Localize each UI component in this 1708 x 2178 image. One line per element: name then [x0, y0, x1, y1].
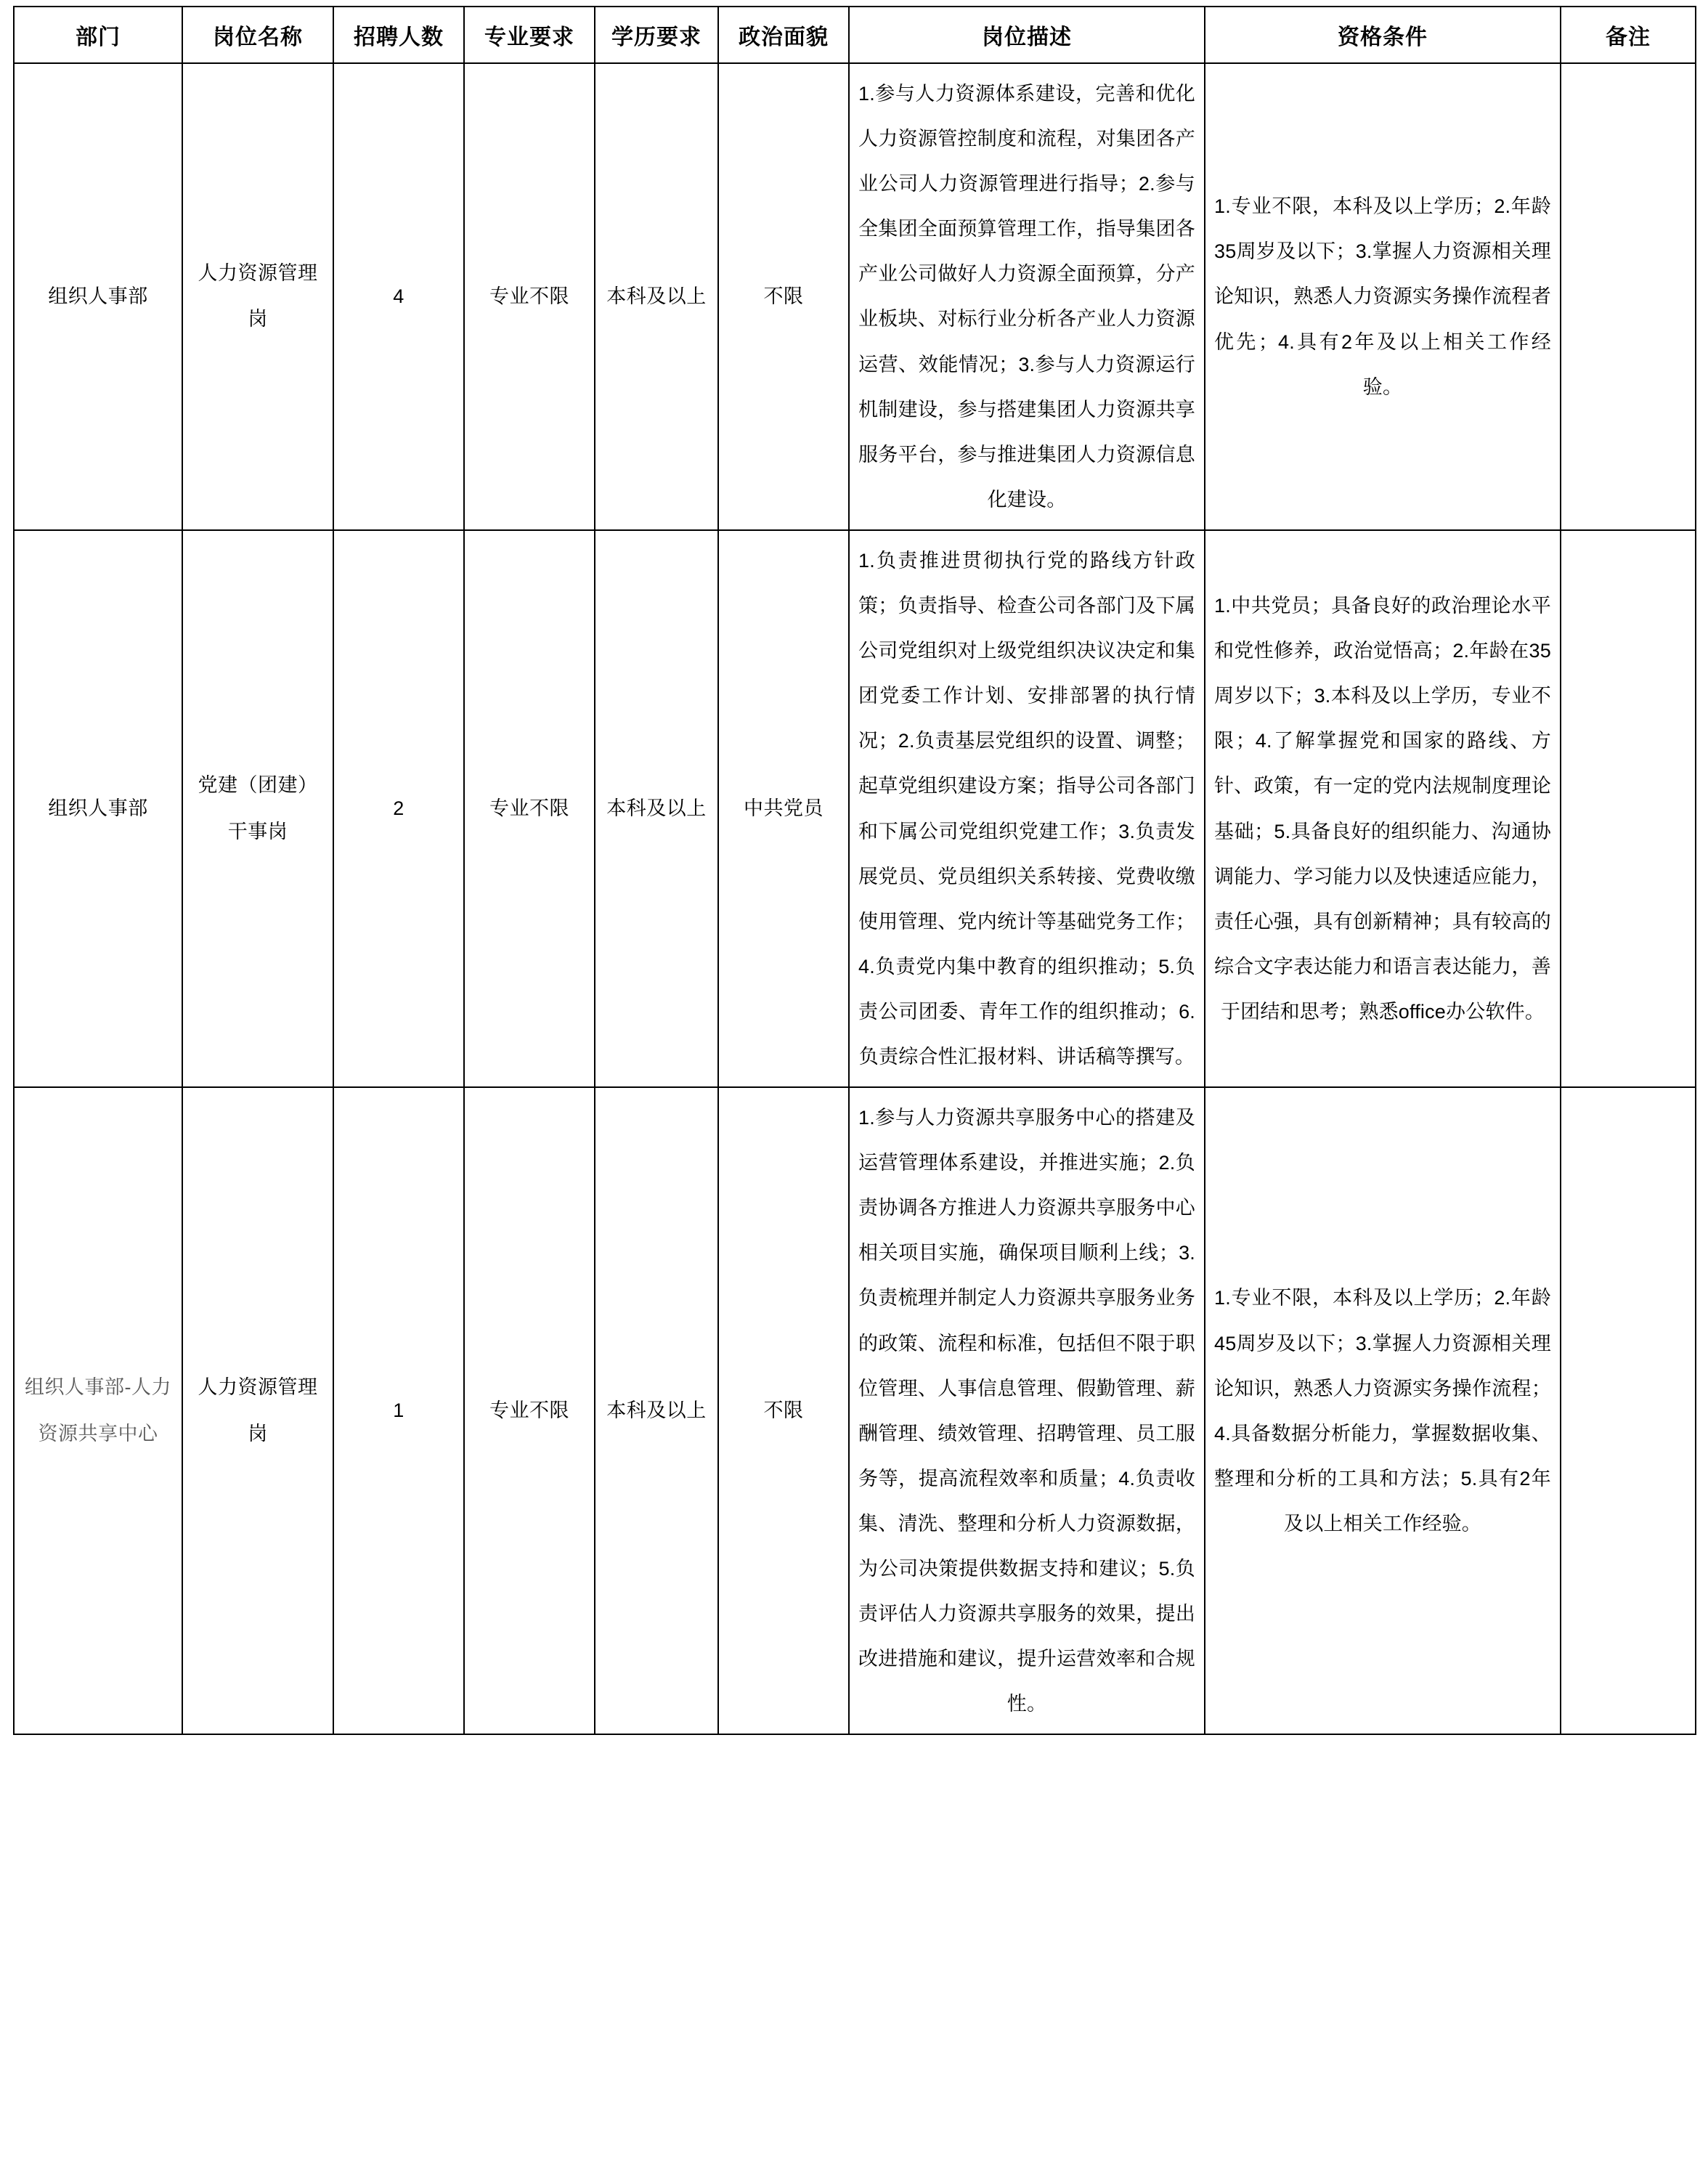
- qualifications-text: 1.专业不限，本科及以上学历；2.年龄45周岁及以下；3.掌握人力资源相关理论知识，熟悉人力资源实务操作流程；4.具备数据分析能力，掌握数据收集、整理和分析的工具和方法；5.具有2年及以上相关工作经验。: [1214, 1287, 1551, 1535]
- cell-job-description: [849, 1087, 1205, 1734]
- column-header-department: 部门: [14, 7, 182, 63]
- cell-education: 本科及以上: [595, 63, 718, 530]
- cell-headcount: 4: [333, 63, 464, 530]
- cell-education: 本科及以上: [595, 530, 718, 1087]
- cell-education: 本科及以上: [595, 1087, 718, 1734]
- cell-political-status: 不限: [718, 63, 849, 530]
- cell-qualifications: [1205, 63, 1561, 530]
- cell-major-requirement: 专业不限: [464, 63, 595, 530]
- cell-political-status: 不限: [718, 1087, 849, 1734]
- cell-major-requirement: 专业不限: [464, 1087, 595, 1734]
- cell-qualifications: [1205, 530, 1561, 1087]
- table-row: [14, 1087, 1696, 1734]
- cell-position-name: 人力资源管理岗: [182, 63, 333, 530]
- column-header-qualifications: 资格条件: [1205, 7, 1561, 63]
- column-header-education: 学历要求: [595, 7, 718, 63]
- cell-headcount: 2: [333, 530, 464, 1087]
- cell-department: 组织人事部-人力资源共享中心: [14, 1087, 182, 1734]
- qualifications-text: 1.专业不限，本科及以上学历；2.年龄35周岁及以下；3.掌握人力资源相关理论知识，熟悉人力资源实务操作流程者优先；4.具有2年及以上相关工作经验。: [1214, 195, 1551, 398]
- recruitment-table: [13, 6, 1696, 1735]
- cell-job-description: [849, 63, 1205, 530]
- cell-remark: [1561, 1087, 1696, 1734]
- job-description-text: 1.负责推进贯彻执行党的路线方针政策；负责指导、检查公司各部门及下属公司党组织对上级党组织决议决定和集团党委工作计划、安排部署的执行情况；2.负责基层党组织的设置、调整；起草党组织建设方案；指导公司各部门和下属公司党组织党建工作；3.负责发展党员、党员组织关系转接、党费收缴使用管理、党内统计等基础党务工作；4.负责党内集中教育的组织推动；5.负责公司团委、青年工作的组织推动；6.负责综合性汇报材料、讲话稿等撰写。: [858, 549, 1195, 1068]
- table-row: [14, 63, 1696, 530]
- cell-qualifications: [1205, 1087, 1561, 1734]
- job-description-text: 1.参与人力资源共享服务中心的搭建及运营管理体系建设，并推进实施；2.负责协调各方推进人力资源共享服务中心相关项目实施，确保项目顺利上线；3.负责梳理并制定人力资源共享服务业务的政策、流程和标准，包括但不限于职位管理、人事信息管理、假勤管理、薪酬管理、绩效管理、招聘管理、员工服务等，提高流程效率和质量；4.负责收集、清洗、整理和分析人力资源数据，为公司决策提供数据支持和建议；5.负责评估人力资源共享服务的效果，提出改进措施和建议，提升运营效率和合规性。: [858, 1107, 1195, 1715]
- qualifications-text: 1.中共党员；具备良好的政治理论水平和党性修养，政治觉悟高；2.年龄在35周岁以下；3.本科及以上学历，专业不限；4.了解掌握党和国家的路线、方针、政策，有一定的党内法规制度理论基础；5.具备良好的组织能力、沟通协调能力、学习能力以及快速适应能力，责任心强，具有创新精神；具有较高的综合文字表达能力和语言表达能力，善于团结和思考；熟悉office办公软件。: [1214, 595, 1551, 1023]
- cell-department: 组织人事部: [14, 530, 182, 1087]
- cell-major-requirement: 专业不限: [464, 530, 595, 1087]
- cell-position-name: 人力资源管理岗: [182, 1087, 333, 1734]
- table-header: [14, 7, 1696, 63]
- header-row: [14, 7, 1696, 63]
- cell-position-name: 党建（团建）干事岗: [182, 530, 333, 1087]
- cell-remark: [1561, 63, 1696, 530]
- column-header-remark: 备注: [1561, 7, 1696, 63]
- column-header-political-status: 政治面貌: [718, 7, 849, 63]
- column-header-position-name: 岗位名称: [182, 7, 333, 63]
- cell-political-status: 中共党员: [718, 530, 849, 1087]
- table-body: [14, 63, 1696, 1734]
- column-header-job-description: 岗位描述: [849, 7, 1205, 63]
- cell-headcount: 1: [333, 1087, 464, 1734]
- cell-department: 组织人事部: [14, 63, 182, 530]
- cell-job-description: [849, 530, 1205, 1087]
- table-row: [14, 530, 1696, 1087]
- job-description-text: 1.参与人力资源体系建设，完善和优化人力资源管控制度和流程，对集团各产业公司人力资源管理进行指导；2.参与全集团全面预算管理工作，指导集团各产业公司做好人力资源全面预算，分产业板块、对标行业分析各产业人力资源运营、效能情况；3.参与人力资源运行机制建设，参与搭建集团人力资源共享服务平台，参与推进集团人力资源信息化建设。: [858, 83, 1195, 511]
- column-header-headcount: 招聘人数: [333, 7, 464, 63]
- cell-remark: [1561, 530, 1696, 1087]
- column-header-major-requirement: 专业要求: [464, 7, 595, 63]
